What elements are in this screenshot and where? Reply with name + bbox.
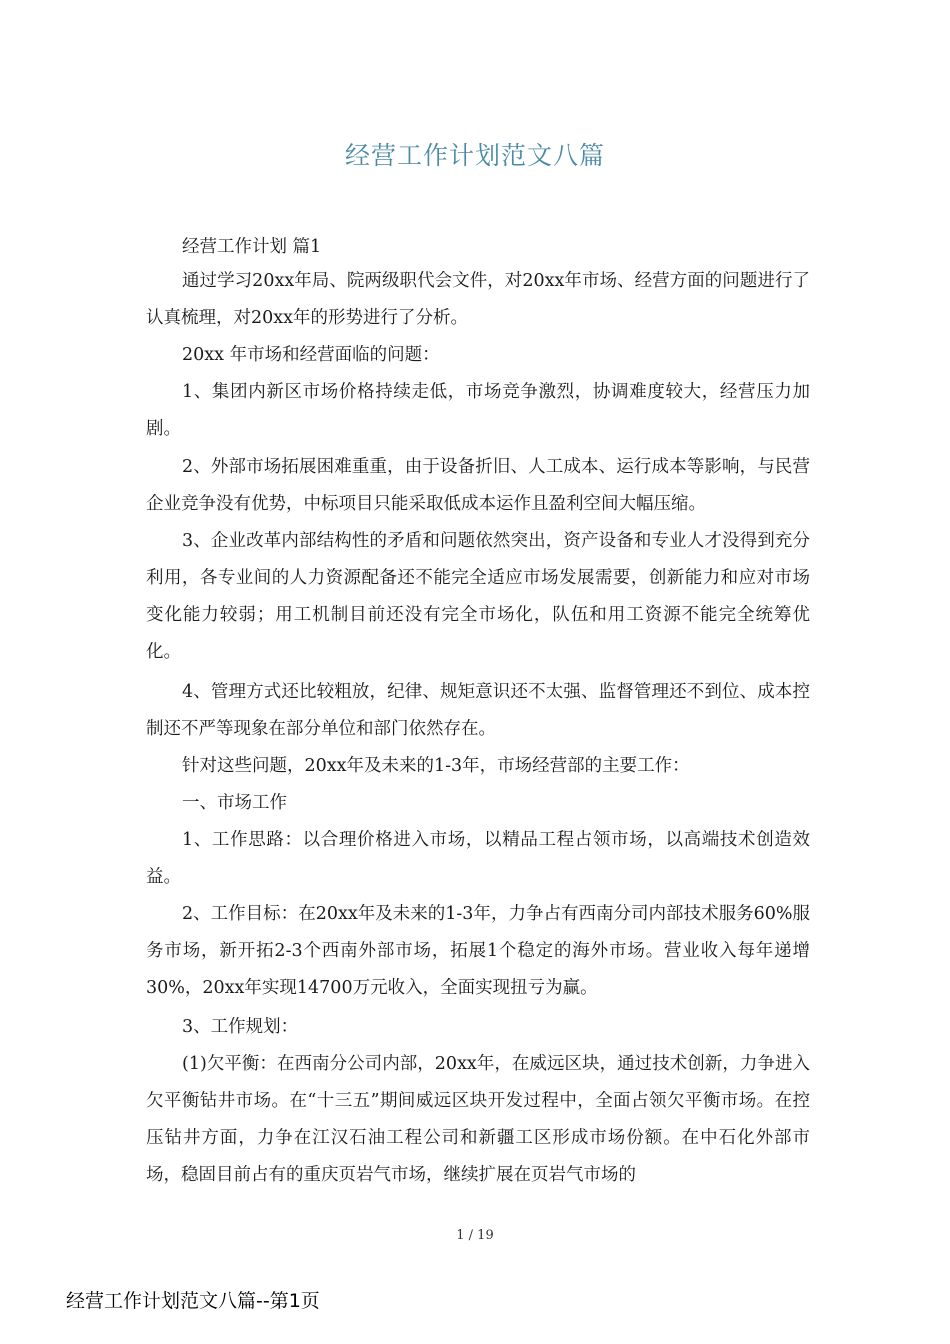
paragraph-work-plan: 3、工作规划：: [182, 1017, 299, 1037]
paragraph-work-intro: 针对这些问题，20xx年及未来的1-3年，市场经营部的主要工作：: [182, 756, 690, 776]
paragraph-problem-2: 2、外部市场拓展困难重重，由于设备折旧、人工成本、运行成本等影响，与民营企业竞争没有优势，中标项目只能采取低成本运作且盈利空间大幅压缩。: [146, 457, 810, 514]
paragraph-section-1: 一、市场工作: [182, 793, 287, 813]
page-footer: 经营工作计划范文八篇--第1页: [66, 1290, 320, 1312]
page-number: 1 / 19: [456, 1228, 494, 1243]
paragraph-problem-1: 1、集团内新区市场价格持续走低，市场竞争激烈，协调难度较大，经营压力加剧。: [146, 382, 810, 439]
paragraph-problem-4: 4、管理方式还比较粗放，纪律、规矩意识还不太强、监督管理还不到位、成本控制还不严等现象在部分单位和部门依然存在。: [146, 682, 810, 739]
paragraph-underbalance: (1)欠平衡：在西南分公司内部，20xx年，在威远区块，通过技术创新，力争进入欠平衡钻井市场。在“十三五”期间威远区块开发过程中，全面占领欠平衡市场。在控压钻井方面，力争在江汉石油工程公司和新疆工区形成市场份额。在中石化外部市场，稳固目前占有的重庆页岩气市场，继续扩展在页岩气市场的: [146, 1054, 810, 1185]
document-title: 经营工作计划范文八篇: [344, 141, 605, 170]
paragraph-work-idea: 1、工作思路：以合理价格进入市场，以精品工程占领市场，以高端技术创造效益。: [146, 830, 810, 887]
paragraph-work-goal: 2、工作目标：在20xx年及未来的1-3年，力争占有西南分司内部技术服务60%服务市场，新开拓2-3个西南外部市场，拓展1个稳定的海外市场。营业收入每年递增30%，20xx年实现14700万元收入，全面实现扭亏为赢。: [146, 904, 810, 998]
paragraph-intro: 通过学习20xx年局、院两级职代会文件，对20xx年市场、经营方面的问题进行了认真梳理，对20xx年的形势进行了分析。: [146, 271, 810, 328]
paragraph-problems-heading: 20xx 年市场和经营面临的问题：: [182, 345, 440, 365]
paragraph-heading-1: 经营工作计划 篇1: [182, 237, 322, 257]
paragraph-problem-3: 3、企业改革内部结构性的矛盾和问题依然突出，资产设备和专业人才没得到充分利用，各专业间的人力资源配备还不能完全适应市场发展需要，创新能力和应对市场变化能力较弱；用工机制目前还没有完全市场化，队伍和用工资源不能完全统筹优化。: [146, 531, 810, 662]
